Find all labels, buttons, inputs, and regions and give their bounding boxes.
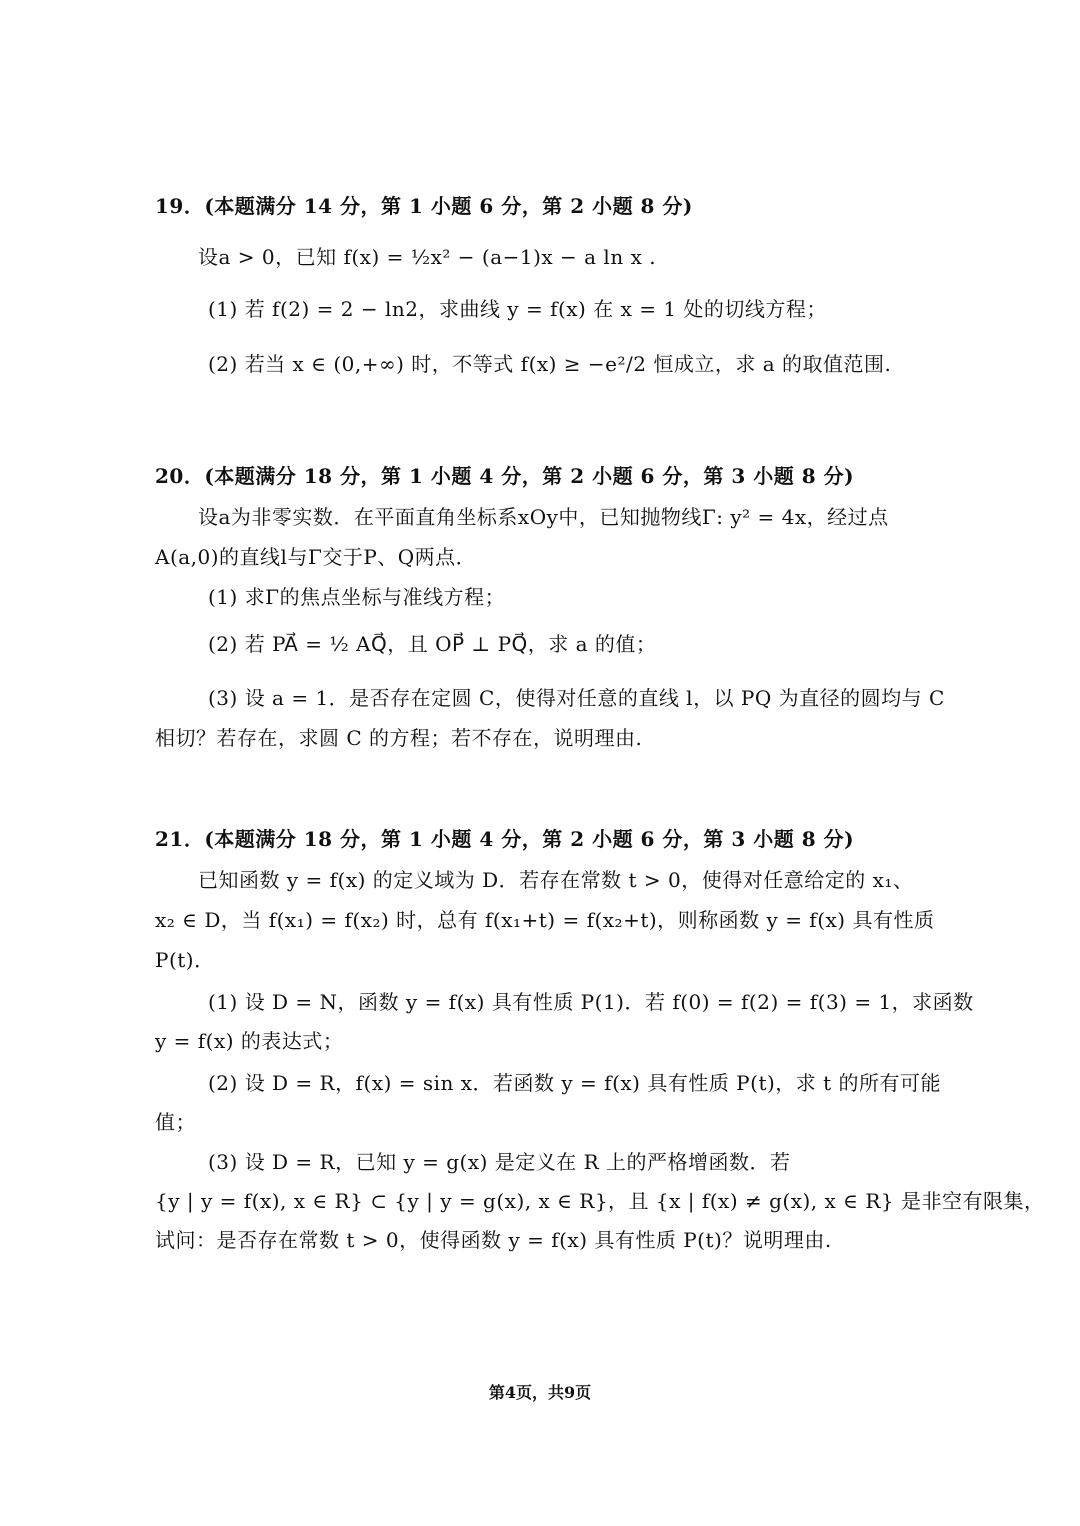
question-20-part-3-line-1: (3) 设 a = 1．是否存在定圆 C，使得对任意的直线 l，以 PQ 为直径的圆均与 C	[208, 686, 945, 710]
question-19-part-1: (1) 若 f(2) = 2 − ln2，求曲线 y = f(x) 在 x = 1 处的切线方程；	[208, 297, 827, 321]
question-21-header: 21．(本题满分 18 分，第 1 小题 4 分，第 2 小题 6 分，第 3 小题 8 分)	[155, 827, 855, 851]
question-21-part-2-line-2: 值；	[155, 1110, 196, 1134]
question-19-header: 19．(本题满分 14 分，第 1 小题 6 分，第 2 小题 8 分)	[155, 194, 693, 218]
question-21-part-1-line-1: (1) 设 D = N，函数 y = f(x) 具有性质 P(1)．若 f(0) = f(2) = f(3) = 1，求函数	[208, 990, 974, 1014]
question-21-part-1-line-2: y = f(x) 的表达式；	[155, 1029, 344, 1053]
question-19-stem: 设a > 0，已知 f(x) = ½x² − (a−1)x − a ln x .	[198, 245, 657, 269]
question-20-part-1: (1) 求Γ的焦点坐标与准线方程；	[208, 585, 506, 609]
question-20-part-2: (2) 若 PA⃗ = ½ AQ⃗，且 OP⃗ ⊥ PQ⃗，求 a 的值；	[208, 632, 657, 656]
question-21-part-3-line-3: 试问：是否存在常数 t > 0，使得函数 y = f(x) 具有性质 P(t)？说明理由.	[155, 1228, 832, 1252]
question-20-stem-line-2: A(a,0)的直线l与Γ交于P、Q两点．	[155, 545, 477, 569]
question-21-part-3-line-1: (3) 设 D = R，已知 y = g(x) 是定义在 R 上的严格增函数．若	[208, 1150, 791, 1174]
question-20-part-3-line-2: 相切？若存在，求圆 C 的方程；若不存在，说明理由.	[155, 726, 643, 750]
question-21-stem-line-2: x₂ ∈ D，当 f(x₁) = f(x₂) 时，总有 f(x₁+t) = f(x₂+t)，则称函数 y = f(x) 具有性质	[155, 908, 935, 932]
question-21-stem-line-3: P(t)．	[155, 948, 215, 972]
question-19-part-2: (2) 若当 x ∈ (0,+∞) 时，不等式 f(x) ≥ −e²/2 恒成立，求 a 的取值范围.	[208, 352, 892, 376]
question-20-header: 20．(本题满分 18 分，第 1 小题 4 分，第 2 小题 6 分，第 3 小题 8 分)	[155, 464, 855, 488]
question-21-stem-line-1: 已知函数 y = f(x) 的定义域为 D．若存在常数 t > 0，使得对任意给定的 x₁、	[198, 868, 914, 892]
question-21-part-2-line-1: (2) 设 D = R，f(x) = sin x．若函数 y = f(x) 具有性质 P(t)，求 t 的所有可能	[208, 1071, 942, 1095]
page-footer: 第4页，共9页	[488, 1383, 592, 1402]
question-21-part-3-line-2: {y | y = f(x), x ∈ R} ⊂ {y | y = g(x), x ∈ R}，且 {x | f(x) ≠ g(x), x ∈ R} 是非空有限集，	[155, 1189, 1045, 1213]
question-20-stem-line-1: 设a为非零实数．在平面直角坐标系xOy中，已知抛物线Γ: y² = 4x，经过点	[198, 505, 889, 529]
